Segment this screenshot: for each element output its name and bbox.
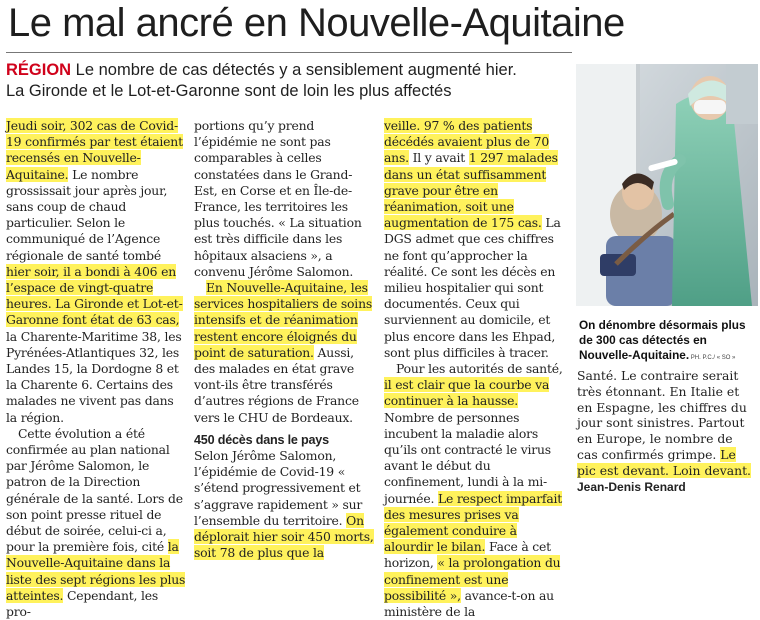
- col1-paragraph-2: [6, 426, 186, 620]
- headline-rule: [6, 52, 572, 53]
- highlight: Le respect imparfait des mesures prises va également conduire à alourdir le bilan.: [384, 490, 563, 555]
- highlight: il est clair que la courbe va continuer à la hausse.: [384, 377, 550, 409]
- text-run: Santé. Le contraire serait très étonnant. En Italie et en Espagne, les chiffres du jour sont sinistres. Partout en Europe, le nombre de cas confirmés grimpe.: [577, 368, 747, 462]
- col4-paragraph: [577, 368, 757, 495]
- text-run: Selon Jérôme Salomon, l’épidémie de Covid-19 « s’étend progressivement et s’aggrave rapidement » sur l’ensemble du territoire.: [194, 448, 363, 528]
- standfirst: [6, 60, 572, 102]
- text-run: Il y avait: [408, 150, 469, 166]
- highlight: veille. 97 % des patients décédés avaient plus de 70 ans.: [384, 118, 550, 166]
- subheading: 450 décès dans le pays: [194, 432, 329, 447]
- highlight: On déplorait hier soir 450 morts, soit 78 de plus que la: [194, 512, 374, 561]
- standfirst-line-2: La Gironde et le Lot-et-Garonne sont de loin les plus affectés: [6, 82, 452, 100]
- text-run: Aussi, des malades en état grave vont-ils être transférés d’autres régions de France vers le CHU de Bordeaux.: [194, 344, 359, 425]
- col2-paragraph-3: [194, 448, 374, 561]
- text-run: Cette évolution a été confirmée au plan national par Jérôme Salomon, le patron de la Direction générale de la santé. Lors de son point presse rituel de début de soirée, celui-ci a, pour la première fois, cité: [6, 425, 183, 555]
- news-photo: [576, 64, 758, 306]
- hospital-photo-illustration: [576, 64, 758, 306]
- photo-credit: PH. P.C./ « SO »: [689, 355, 736, 361]
- highlight: « la prolongation du confinement est une possibilité »,: [384, 555, 561, 603]
- column-3: [384, 118, 568, 620]
- highlight: 1 297 malades dans un état suffisamment grave pour être en réanimation, soit une augmentation de 175 cas.: [384, 150, 558, 231]
- photo-caption: [579, 318, 757, 366]
- caption-text: On dénombre désormais plus de 300 cas détectés en Nouvelle-Aquitaine.: [579, 318, 746, 362]
- col2-paragraph-1: portions qu’y prend l’épidémie ne sont pas comparables à celles constatées dans le Grand-Est, en Corse et en Île-de-France, les territoires les plus touchés. « La situation est très difficile dans les hôpitaux alsaciens », a convenu Jérôme Salomon.: [194, 118, 362, 279]
- column-2: [194, 118, 374, 561]
- byline: Jean-Denis Renard: [577, 479, 686, 494]
- text-run: Face à cet horizon,: [384, 539, 551, 571]
- headline: Le mal ancré en Nouvelle-Aquitaine: [8, 1, 625, 45]
- standfirst-line-1: Le nombre de cas détectés y a sensiblement augmenté hier.: [71, 61, 517, 79]
- kicker: RÉGION: [6, 61, 72, 79]
- text-run: Pour les autorités de santé,: [396, 361, 563, 377]
- col3-paragraph-1: [384, 118, 568, 361]
- text-run: Nombre de personnes incubent la maladie alors qu’ils ont contracté le virus avant le début du confinement, lundi à la mi-journée.: [384, 409, 551, 506]
- highlight: hier soir, il a bondi à 406 en l’espace de vingt-quatre heures. La Gironde et Lot-et-Garonne font état de 63 cas,: [6, 263, 183, 328]
- col1-paragraph-1: [6, 118, 186, 426]
- highlight: Jeudi soir, 302 cas de Covid-19 confirmés par test étaient recensés en Nouvelle-Aquitaine.: [6, 118, 183, 182]
- col3-paragraph-2: [384, 361, 568, 620]
- text-run: Cependant, les pro-: [6, 587, 159, 620]
- text-run: avance-t-on au ministère de la: [384, 587, 554, 620]
- column-1: [6, 118, 186, 620]
- col2-paragraph-2: [194, 280, 374, 426]
- column-4: [577, 368, 757, 495]
- highlight: En Nouvelle-Aquitaine, les services hospitaliers de soins intensifs et de réanimation restent encore éloignés du point de saturation.: [194, 280, 373, 360]
- text-run: Le nombre grossissait jour après jour, sans coup de chaud particulier. Selon le communiqué de l’Agence régionale de santé tombé: [6, 166, 168, 263]
- text-run: La DGS admet que ces chiffres ne font qu’approcher la réalité. Ce sont les décès en milieu hospitalier qui sont documentés. Ceux qui surviennent au domicile, et plus encore dans les Ehpad, sont plus difficiles à tracer.: [384, 215, 561, 360]
- highlight: Le pic est devant. Loin devant.: [577, 446, 751, 478]
- text-run: la Charente-Maritime 38, les Pyrénées-Atlantiques 32, les Landes 15, la Dordogne 8 et la Charente 6. Certains des malades ne vivent pas dans la région.: [6, 328, 182, 425]
- highlight: la Nouvelle-Aquitaine dans la liste des sept régions les plus atteintes.: [6, 539, 186, 603]
